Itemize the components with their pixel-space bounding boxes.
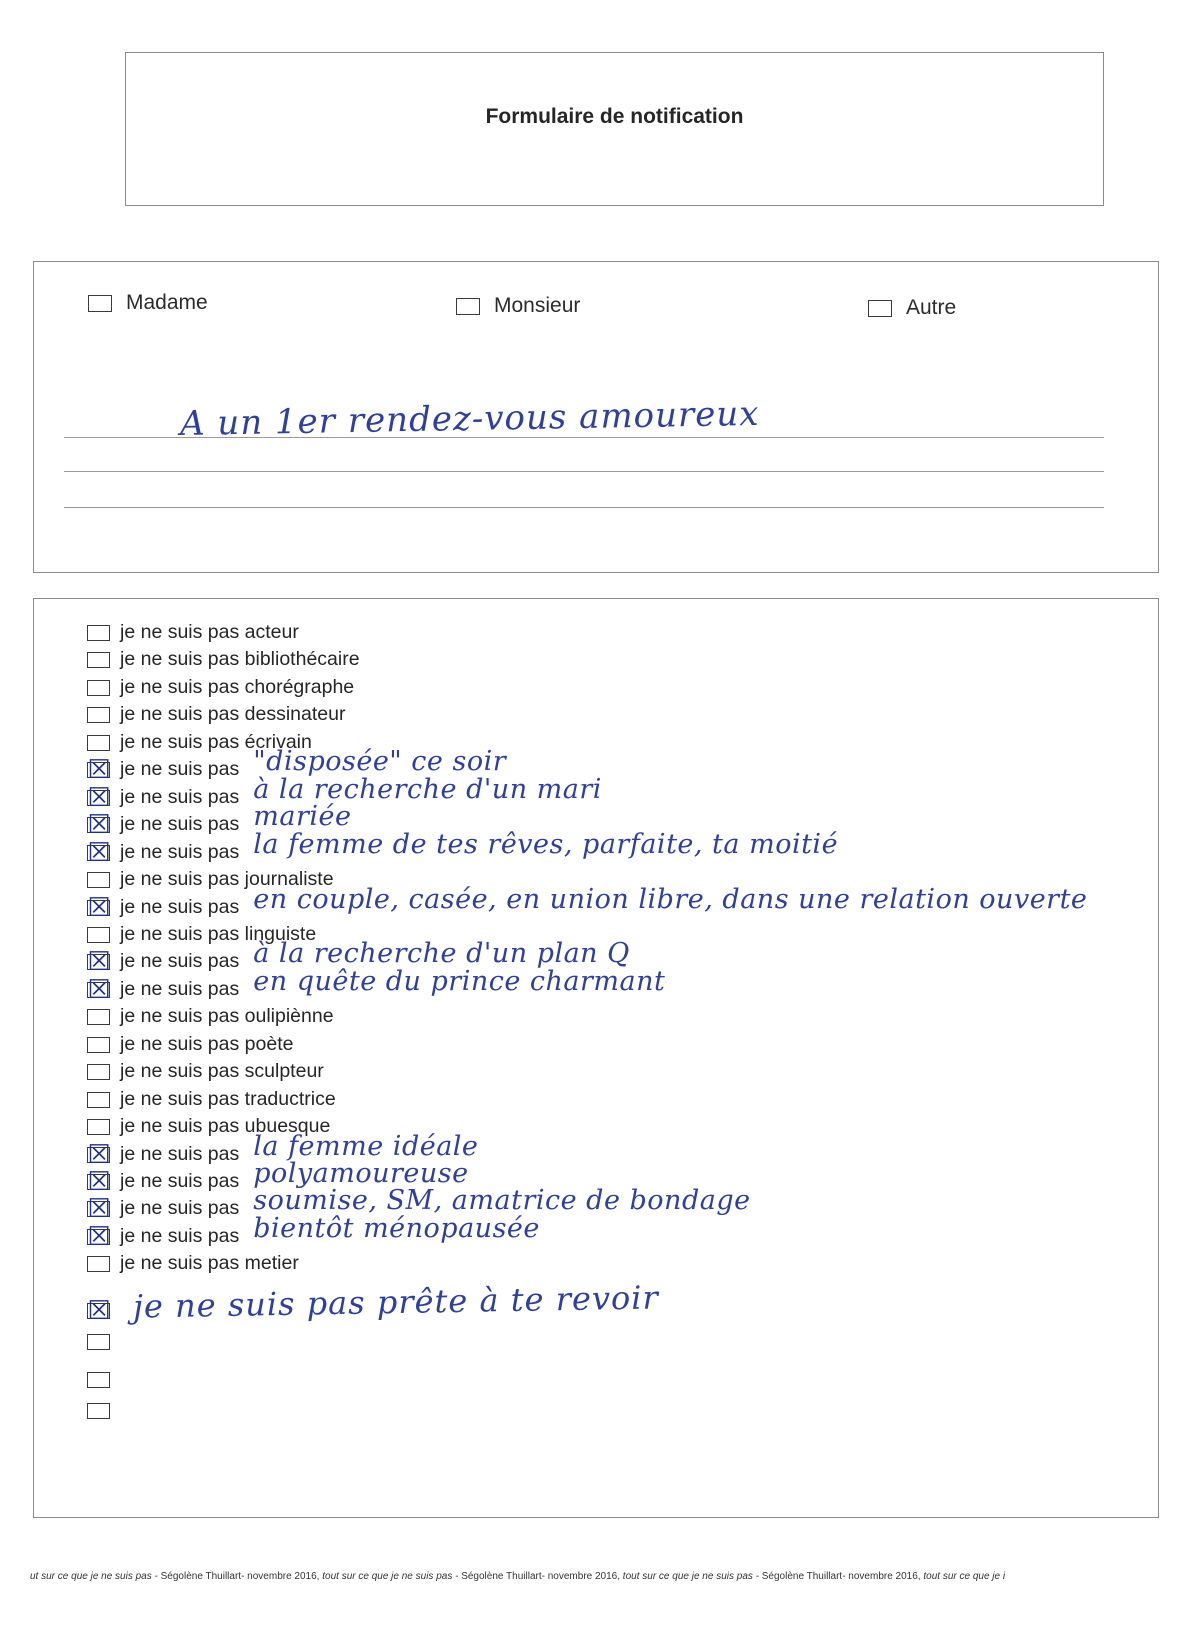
- statement-printed-text: je ne suis pas bibliothécaire: [120, 648, 360, 671]
- statement-row[interactable]: [120, 646, 360, 673]
- statement-printed-text: je ne suis pas chorégraphe: [120, 675, 355, 698]
- checkbox-autre[interactable]: [868, 300, 892, 317]
- extra-checkbox-empty[interactable]: [87, 1372, 110, 1388]
- option-autre-label: Autre: [906, 296, 957, 319]
- form-title-box: [125, 52, 1104, 206]
- statement-printed-text: je ne suis pas: [120, 758, 240, 781]
- statement-printed-text: je ne suis pas écrivain: [120, 730, 312, 753]
- check-mark-icon: ☒: [87, 1194, 111, 1225]
- footer-credit: Ségolène Thuillart- novembre 2016,: [761, 1571, 921, 1582]
- statement-checkbox[interactable]: [87, 680, 110, 696]
- statement-printed-text: je ne suis pas: [120, 813, 240, 836]
- address-line-2: [64, 471, 1104, 472]
- statement-checkbox[interactable]: [87, 735, 110, 751]
- statement-checkbox[interactable]: [87, 892, 111, 923]
- check-mark-icon: ☒: [87, 974, 111, 1005]
- statement-row[interactable]: [120, 1003, 334, 1030]
- checkbox-madame[interactable]: [88, 295, 112, 312]
- statement-checkbox[interactable]: [87, 1221, 111, 1252]
- statement-handwritten-note[interactable]: la femme de tes rêves, parfaite, ta moitié: [253, 828, 839, 860]
- check-mark-icon: ☒: [87, 1139, 111, 1170]
- statement-printed-text: je ne suis pas: [120, 950, 240, 973]
- statement-row[interactable]: [120, 619, 299, 646]
- statement-handwritten-note[interactable]: en quête du prince charmant: [253, 965, 666, 997]
- statement-row[interactable]: [87, 883, 1088, 923]
- statement-printed-text: je ne suis pas: [120, 1170, 240, 1192]
- statement-printed-text: je ne suis pas journaliste: [120, 868, 334, 891]
- statement-printed-text: je ne suis pas: [120, 895, 240, 918]
- statement-checkbox[interactable]: [87, 1037, 110, 1053]
- check-mark-icon: ☒: [87, 892, 111, 923]
- statement-checkbox[interactable]: [87, 1119, 110, 1135]
- check-mark-icon: ☒: [87, 1167, 111, 1197]
- extra-checkbox-empty[interactable]: [87, 1403, 110, 1419]
- option-monsieur[interactable]: [456, 294, 580, 318]
- footer-series: tout sur ce que je ne suis pas -: [622, 1571, 759, 1582]
- statement-checkbox[interactable]: [87, 652, 110, 668]
- statement-printed-text: je ne suis pas sculpteur: [120, 1060, 324, 1083]
- statement-printed-text: je ne suis pas ubuesque: [120, 1115, 331, 1138]
- check-mark-icon: ☒: [87, 1296, 111, 1326]
- statement-printed-text: je ne suis pas acteur: [120, 621, 299, 643]
- statement-handwritten-note[interactable]: soumise, SM, amatrice de bondage: [253, 1185, 751, 1217]
- option-autre[interactable]: [868, 296, 956, 320]
- statement-handwritten-note[interactable]: "disposée" ce soir: [253, 746, 507, 778]
- option-monsieur-label: Monsieur: [494, 294, 581, 317]
- checkbox-monsieur[interactable]: [456, 298, 480, 315]
- statement-handwritten-note[interactable]: mariée: [253, 801, 352, 833]
- statement-checkbox[interactable]: [87, 927, 110, 943]
- extra-handwritten-note[interactable]: je ne suis pas prête à te revoir: [132, 1278, 660, 1326]
- statement-row[interactable]: [87, 828, 839, 868]
- check-mark-icon: ☒: [87, 782, 111, 813]
- check-mark-icon: ☒: [87, 837, 111, 868]
- extra-checkbox-empty[interactable]: [87, 1334, 110, 1350]
- statement-checkbox[interactable]: [87, 625, 110, 641]
- statement-printed-text: je ne suis pas traductrice: [120, 1087, 336, 1110]
- check-mark-icon: ☒: [87, 810, 111, 841]
- statement-row[interactable]: [120, 1086, 336, 1113]
- footer-credit: Ségolène Thuillart- novembre 2016,: [461, 1571, 621, 1582]
- option-madame[interactable]: [88, 291, 208, 315]
- check-mark-icon: ☒: [87, 947, 111, 978]
- statement-handwritten-note[interactable]: en couple, casée, en union libre, dans une relation ouverte: [253, 883, 1088, 915]
- statement-checkbox[interactable]: [87, 1064, 110, 1080]
- check-mark-icon: ☒: [87, 755, 111, 786]
- footer-series-lead: ut sur ce que je ne suis pas -: [30, 1571, 158, 1582]
- footer-credit: Ségolène Thuillart- novembre 2016,: [160, 1571, 320, 1582]
- statement-checkbox[interactable]: [87, 947, 111, 978]
- statement-row[interactable]: [120, 1250, 299, 1277]
- statement-printed-text: je ne suis pas poète: [120, 1032, 294, 1055]
- option-madame-label: Madame: [126, 291, 208, 314]
- statement-handwritten-note[interactable]: à la recherche d'un plan Q: [253, 938, 630, 970]
- statement-checkbox[interactable]: [87, 755, 111, 786]
- statement-checkbox[interactable]: [87, 1167, 111, 1197]
- statement-printed-text: je ne suis pas oulipiènne: [120, 1005, 334, 1028]
- statement-checkbox[interactable]: [87, 707, 110, 723]
- statement-checkbox[interactable]: [87, 810, 111, 841]
- statement-checkbox[interactable]: [87, 872, 110, 888]
- statement-checkbox[interactable]: [87, 837, 111, 868]
- statement-printed-text: je ne suis pas: [120, 1142, 240, 1165]
- footer-series: tout sur ce que je ne suis pas -: [322, 1571, 459, 1582]
- check-mark-icon: ☒: [87, 1221, 111, 1252]
- statement-row[interactable]: [87, 1212, 540, 1252]
- statement-row[interactable]: [120, 1058, 324, 1085]
- statement-row[interactable]: [120, 701, 345, 728]
- statement-checkbox[interactable]: [87, 974, 111, 1005]
- statement-checkbox[interactable]: [87, 1092, 110, 1108]
- statement-printed-text: je ne suis pas: [120, 1197, 240, 1220]
- statement-printed-text: je ne suis pas: [120, 1224, 240, 1247]
- recipient-handwritten[interactable]: A un 1er rendez-vous amoureux: [179, 393, 760, 444]
- statement-checkbox[interactable]: [87, 1139, 111, 1170]
- statement-checkbox[interactable]: [87, 1256, 110, 1272]
- footer-series-tail: tout sur ce que je i: [923, 1571, 1006, 1582]
- address-line-3: [64, 507, 1104, 508]
- statement-checkbox[interactable]: [87, 1009, 110, 1025]
- form-title: Formulaire de notification: [485, 105, 744, 128]
- statement-printed-text: je ne suis pas: [120, 785, 240, 808]
- statement-row[interactable]: [120, 674, 354, 701]
- statement-printed-text: je ne suis pas dessinateur: [120, 703, 346, 726]
- statement-printed-text: je ne suis pas: [120, 977, 240, 1000]
- extra-checkbox[interactable]: [87, 1296, 111, 1326]
- statement-handwritten-note[interactable]: la femme idéale: [253, 1130, 479, 1162]
- statement-handwritten-note[interactable]: à la recherche d'un mari: [253, 773, 602, 805]
- statement-checkbox[interactable]: [87, 1194, 111, 1225]
- statement-printed-text: je ne suis pas: [120, 840, 240, 863]
- statement-checkbox[interactable]: [87, 782, 111, 813]
- footer-credits: [30, 1571, 1161, 1582]
- statement-row[interactable]: [87, 773, 602, 813]
- statement-printed-text: je ne suis pas metier: [120, 1252, 299, 1275]
- statement-row[interactable]: [120, 1031, 293, 1058]
- statement-printed-text: je ne suis pas linguiste: [120, 922, 317, 945]
- statement-handwritten-note[interactable]: bientôt ménopausée: [253, 1212, 540, 1244]
- statement-handwritten-note[interactable]: polyamoureuse: [253, 1158, 469, 1189]
- statement-row[interactable]: [87, 965, 666, 1005]
